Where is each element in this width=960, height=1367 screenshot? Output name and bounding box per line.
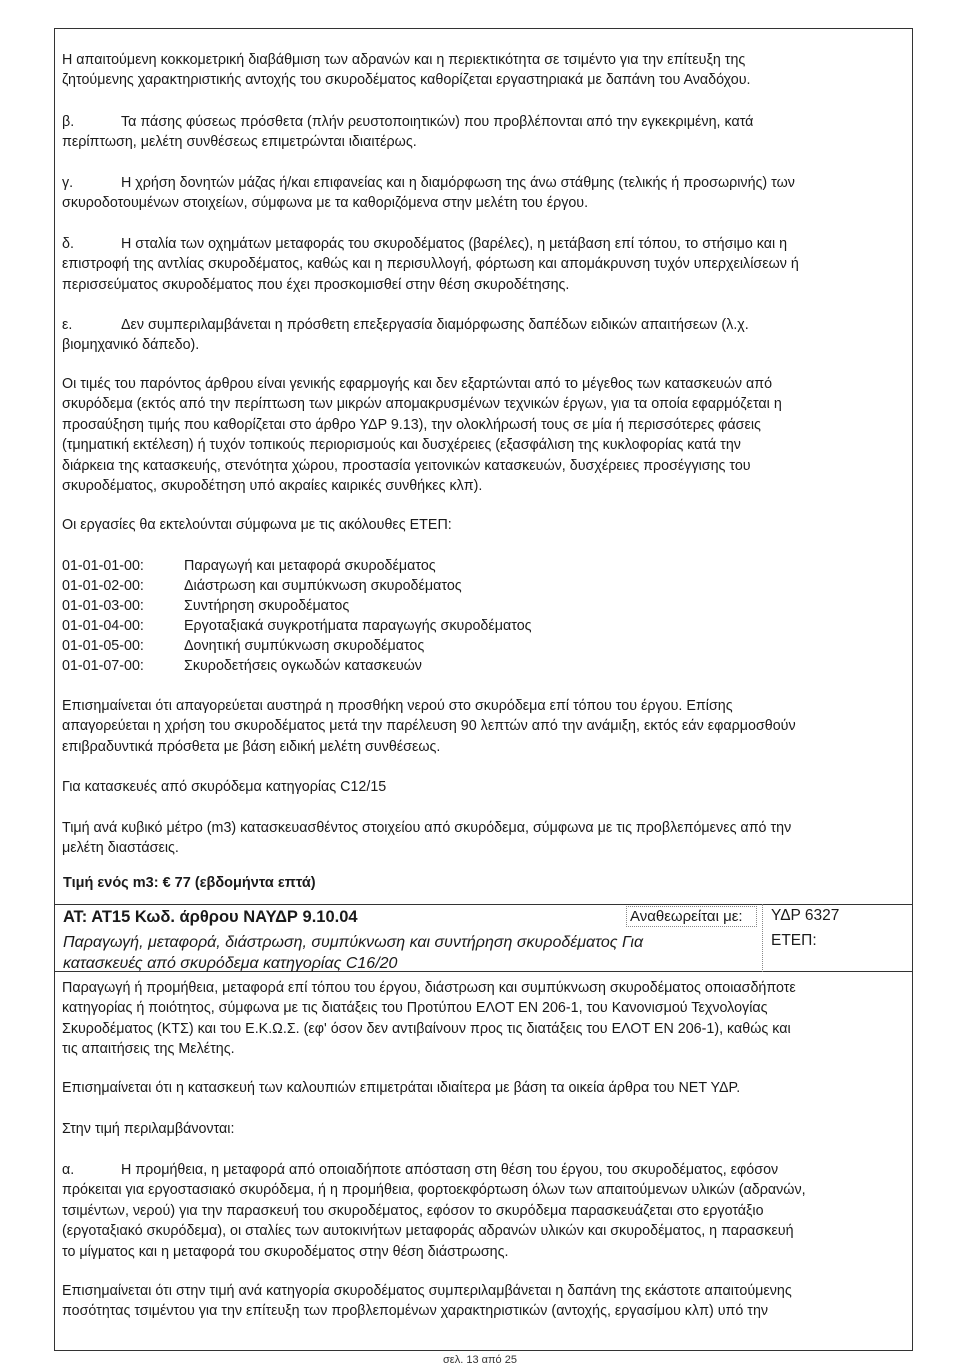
item-c bbox=[62, 173, 904, 214]
etep-item bbox=[62, 656, 422, 676]
etep-code: 01-01-01-00: bbox=[62, 558, 144, 574]
item-d-text: Η σταλία των οχημάτων μεταφοράς του σκυροδέματος (βαρέλες), η μετάβαση επί τόπου, το στήσιμο και η επιστροφή της αντλίας σκυροδέματος, καθώς και η περισυλλογή, φόρτωση και απομάκρυνση τυχόν υπερχειλίσεων ή περισσεύματος σκυροδέματος που έχει προσκομισθεί στην θέση σκυροδέτησης. bbox=[62, 236, 799, 293]
intro-paragraph: Η απαιτούμενη κοκκομετρική διαβάθμιση των αδρανών και η περιεκτικότητα σε τσιμέντο για την επίτευξη της ζητούμενης χαρακτηριστικής αντοχής του σκυροδέματος καθορίζεται εργαστηριακά με δαπάνη του Αναδόχου. bbox=[62, 52, 751, 89]
included-heading: Στην τιμή περιλαμβάνονται: bbox=[62, 1121, 235, 1137]
etep-item bbox=[62, 596, 349, 616]
revised-value: ΥΔΡ 6327 bbox=[771, 907, 840, 924]
item-c-marker: γ. bbox=[62, 175, 74, 191]
etep-code: 01-01-07-00: bbox=[62, 658, 144, 674]
item-b-marker: β. bbox=[62, 114, 75, 130]
etep-description: Συντήρηση σκυροδέματος bbox=[184, 598, 350, 614]
price-line: Τιμή ενός m3: € 77 (εβδομήντα επτά) bbox=[63, 875, 316, 891]
article-code: ΑΤ: ΑΤ15 Κωδ. άρθρου ΝΑΥΔΡ 9.10.04 bbox=[63, 908, 358, 926]
etep-code: 01-01-04-00: bbox=[62, 618, 144, 634]
general-paragraph: Οι τιμές του παρόντος άρθρου είναι γενικής εφαρμογής και δεν εξαρτώνται από το μέγεθος των κατασκευών από σκυρόδεμα (εκτός από την περίπτωση των μικρών απομακρυσμένων τεχνικών έργων, για τα οποία εφαρμόζεται η προσαύξηση τιμής που καθορίζεται στο άρθρο ΥΔΡ 9.13), την ολοκλήρωσή τους σε μία ή περισσότερες φάσεις (τμηματική εκτέλεση) ή τυχόν τοπικούς περιορισμούς και δυσχέρειες (εξασφάλιση της κυκλοφορίας κατά την διάρκεια της κατασκευής, στενότητα χώρου, προστασία γειτονικών κατασκευών, δυσχέρειες προσέγγισης του σκυροδέματος, σκυροδέτηση υπό ακραίες καιρικές συνθήκες κλπ). bbox=[62, 376, 782, 495]
formwork-paragraph: Επισημαίνεται ότι η κατασκευή των καλουπιών επιμετράται ιδιαίτερα με βάση τα οικεία άρθρα του ΝΕΤ ΥΔΡ. bbox=[62, 1080, 741, 1096]
item-a bbox=[62, 1160, 904, 1262]
cement-paragraph: Επισημαίνεται ότι στην τιμή ανά κατηγορία σκυροδέματος συμπεριλαμβάνεται η δαπάνη της εκάστοτε απαιτούμενης ποσότητας τσιμέντου για την επίτευξη των προβλεπομένων χαρακτηριστικών (αντοχής, εργασίμου κλπ) υπό την bbox=[62, 1283, 792, 1320]
item-e bbox=[62, 315, 904, 356]
etep-code: 01-01-03-00: bbox=[62, 598, 144, 614]
item-d bbox=[62, 234, 904, 295]
etep-description: Διάστρωση και συμπύκνωση σκυροδέματος bbox=[184, 578, 462, 594]
etep-description: Σκυροδετήσεις ογκωδών κατασκευών bbox=[184, 658, 422, 674]
article-title: Παραγωγή, μεταφορά, διάστρωση, συμπύκνωση και συντήρηση σκυροδέματος Για κατασκευές από σκυρόδεμα κατηγορίας C16/20 bbox=[63, 934, 644, 972]
unit-price-paragraph: Τιμή ανά κυβικό μέτρο (m3) κατασκευασθέντος στοιχείου από σκυρόδεμα, σύμφωνα με τις προβλεπόμενες από την μελέτη διαστάσεις. bbox=[62, 820, 792, 857]
etep-item bbox=[62, 556, 436, 576]
item-e-marker: ε. bbox=[62, 317, 73, 333]
item-a-marker: α. bbox=[62, 1162, 75, 1178]
etep-intro: Οι εργασίες θα εκτελούνται σύμφωνα με τις ακόλουθες ΕΤΕΠ: bbox=[62, 517, 452, 533]
etep-description: Εργοταξιακά συγκροτήματα παραγωγής σκυροδέματος bbox=[184, 618, 532, 634]
item-b-text: Τα πάσης φύσεως πρόσθετα (πλήν ρευστοποιητικών) που προβλέπονται από την εγκεκριμένη, κατά περίπτωση, μελέτη συνθέσεως επιμετρώνται ιδιαιτέρως. bbox=[62, 114, 754, 151]
etep-label: ΕΤΕΠ: bbox=[771, 932, 817, 949]
etep-code: 01-01-02-00: bbox=[62, 578, 144, 594]
etep-code: 01-01-05-00: bbox=[62, 638, 144, 654]
etep-description: Παραγωγή και μεταφορά σκυροδέματος bbox=[184, 558, 436, 574]
item-b bbox=[62, 112, 904, 153]
page-number: σελ. 13 από 25 bbox=[443, 1354, 517, 1366]
category-line: Για κατασκευές από σκυρόδεμα κατηγορίας C12/15 bbox=[62, 779, 387, 795]
supply-paragraph: Παραγωγή ή προμήθεια, μεταφορά επί τόπου του έργου, διάστρωση και συμπύκνωση σκυροδέματος οποιασδήποτε κατηγορίας ή ποιότητος, σύμφωνα με τις διατάξεις του Προτύπου ΕΛΟΤ ΕΝ 206-1, του Κανονισμού Τεχνολογίας Σκυροδέματος (ΚΤΣ) και του Ε.Κ.Ω.Σ. (εφ' όσον δεν αντιβαίνουν προς τις διατάξεις του ΕΛΟΤ ΕΝ 206-1), καθώς και τις απαιτήσεις της Μελέτης. bbox=[62, 980, 796, 1058]
etep-item bbox=[62, 636, 424, 656]
water-paragraph: Επισημαίνεται ότι απαγορεύεται αυστηρά η προσθήκη νερού στο σκυρόδεμα επί τόπου του έργου. Επίσης απαγορεύεται η χρήση του σκυροδέματος μετά την παρέλευση 90 λεπτών από την ανάμιξη, εκτός εάν εφαρμοσθούν επιβραδυντικά πρόσθετα με βάση ειδική μελέτη συνθέσεως. bbox=[62, 698, 796, 755]
etep-item bbox=[62, 576, 462, 596]
revised-label: Αναθεωρείται με: bbox=[626, 906, 757, 927]
etep-description: Δονητική συμπύκνωση σκυροδέματος bbox=[184, 638, 425, 654]
item-a-text: Η προμήθεια, η μεταφορά από οποιαδήποτε απόσταση στη θέση του έργου, του σκυροδέματος, εφόσον πρόκειται για εργοστασιακό σκυρόδεμα, ή η προμήθεια, φορτοεκφόρτωση όλων των απαιτούμενων υλικών (αδρανών, τσιμέντων, νερού) για την παρασκευή του σκυροδέματος, εφόσον το σκυρόδεμα παρασκευάζεται στο εργοτάξιο (εργοταξιακό σκυρόδεμα), οι σταλίες των αυτοκινήτων μεταφοράς αδρανών υλικών και σκυροδέματος, η παρασκευή το μίγματος και η μεταφορά του σκυροδέματος στην θέση διάστρωσης. bbox=[62, 1162, 806, 1260]
item-d-marker: δ. bbox=[62, 236, 74, 252]
etep-item bbox=[62, 616, 532, 636]
item-e-text: Δεν συμπεριλαμβάνεται η πρόσθετη επεξεργασία διαμόρφωσης δαπέδων ειδικών απαιτήσεων (λ.χ. βιομηχανικό δάπεδο). bbox=[62, 317, 749, 354]
page-frame bbox=[54, 28, 913, 1351]
item-c-text: Η χρήση δονητών μάζας ή/και επιφανείας και η διαμόρφωση της άνω στάθμης (τελικής ή προσωρινής) των σκυροδοτουμένων στοιχείων, σύμφωνα με τα καθοριζόμενα στην μελέτη του έργου. bbox=[62, 175, 795, 212]
